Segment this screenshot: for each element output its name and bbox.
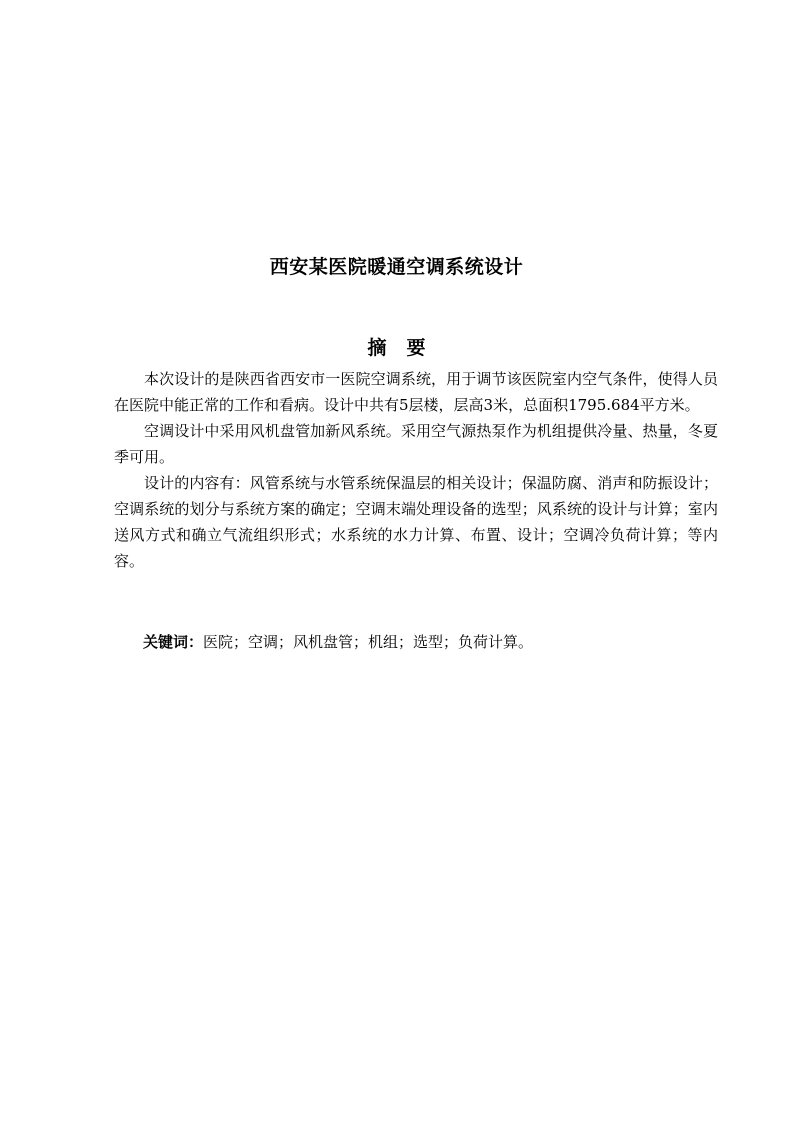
abstract-paragraph: 空调设计中采用风机盘管加新风系统。采用空气源热泵作为机组提供冷量、热量，冬夏季可用。 — [114, 422, 718, 466]
abstract-heading: 摘要 — [367, 337, 446, 359]
keywords-label: 关键词： — [143, 633, 204, 651]
abstract-body — [114, 366, 718, 574]
abstract-paragraph: 本次设计的是陕西省西安市一医院空调系统，用于调节该医院室内空气条件，使得人员在医院中能正常的工作和看病。设计中共有5层楼，层高3米，总面积1795.684平方米。 — [114, 370, 718, 414]
document-title: 西安某医院暖通空调系统设计 — [269, 256, 524, 278]
abstract-paragraph: 设计的内容有：风管系统与水管系统保温层的相关设计；保温防腐、消声和防振设计；空调系统的划分与系统方案的确定；空调末端处理设备的选型；风系统的设计与计算；室内送风方式和确立气流组织形式；水系统的水力计算、布置、设计；空调冷负荷计算；等内容。 — [114, 474, 718, 570]
keywords-line — [143, 629, 718, 655]
keywords-text: 医院；空调；风机盘管；机组；选型；负荷计算。 — [203, 633, 534, 651]
